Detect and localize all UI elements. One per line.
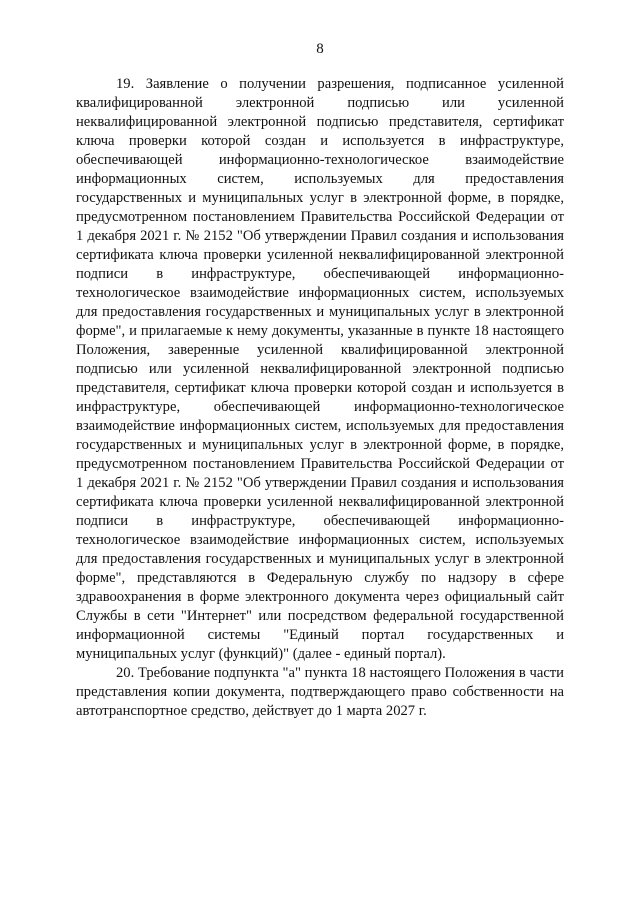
paragraph-20: 20. Требование подпункта "а" пункта 18 настоящего Положения в части представления копии документа, подтверждающего право собственности на автотранспортное средство, действует до 1 марта 2027 г. xyxy=(76,665,564,719)
paragraph-19: 19. Заявление о получении разрешения, подписанное усиленной квалифицированной электронной подписью или усиленной неквалифицированной электронной подписью представителя, сертификат ключа проверки которой создан и используется в инфраструктуре, обеспечивающей информационно-технологическое взаимодействие информационных систем, используемых для предоставления государственных и муниципальных услуг в электронной форме, в порядке, предусмотренном постановлением Правительства Российской Федерации от 1 декабря 2021 г. № 2152 "Об утверждении Правил создания и использования сертификата ключа проверки усиленной неквалифицированной электронной подписи в инфраструктуре, обеспечивающей информационно-технологическое взаимодействие информационных систем, используемых для предоставления государственных и муниципальных услуг в электронной форме", и прилагаемые к нему документы, указанные в пункте 18 настоящего Положения, заверенные усиленной квалифицированной электронной подписью или усиленной неквалифицированной электронной подписью представителя, сертификат ключа проверки которой создан и используется в инфраструктуре, обеспечивающей информационно-технологическое взаимодействие информационных систем, используемых для предоставления государственных и муниципальных услуг в электронной форме, в порядке, предусмотренном постановлением Правительства Российской Федерации от 1 декабря 2021 г. № 2152 "Об утверждении Правил создания и использования сертификата ключа проверки усиленной неквалифицированной электронной подписи в инфраструктуре, обеспечивающей информационно-технологическое взаимодействие информационных систем, используемых для предоставления государственных и муниципальных услуг в электронной форме", представляются в Федеральную службу по надзору в сфере здравоохранения в форме электронного документа через официальный сайт Службы в сети "Интернет" или посредством федеральной государственной информационной системы "Единый портал государственных и муниципальных услуг (функций)" (далее - единый портал). xyxy=(76,76,564,662)
document-body xyxy=(76,75,564,721)
page-number: 8 xyxy=(316,41,324,57)
